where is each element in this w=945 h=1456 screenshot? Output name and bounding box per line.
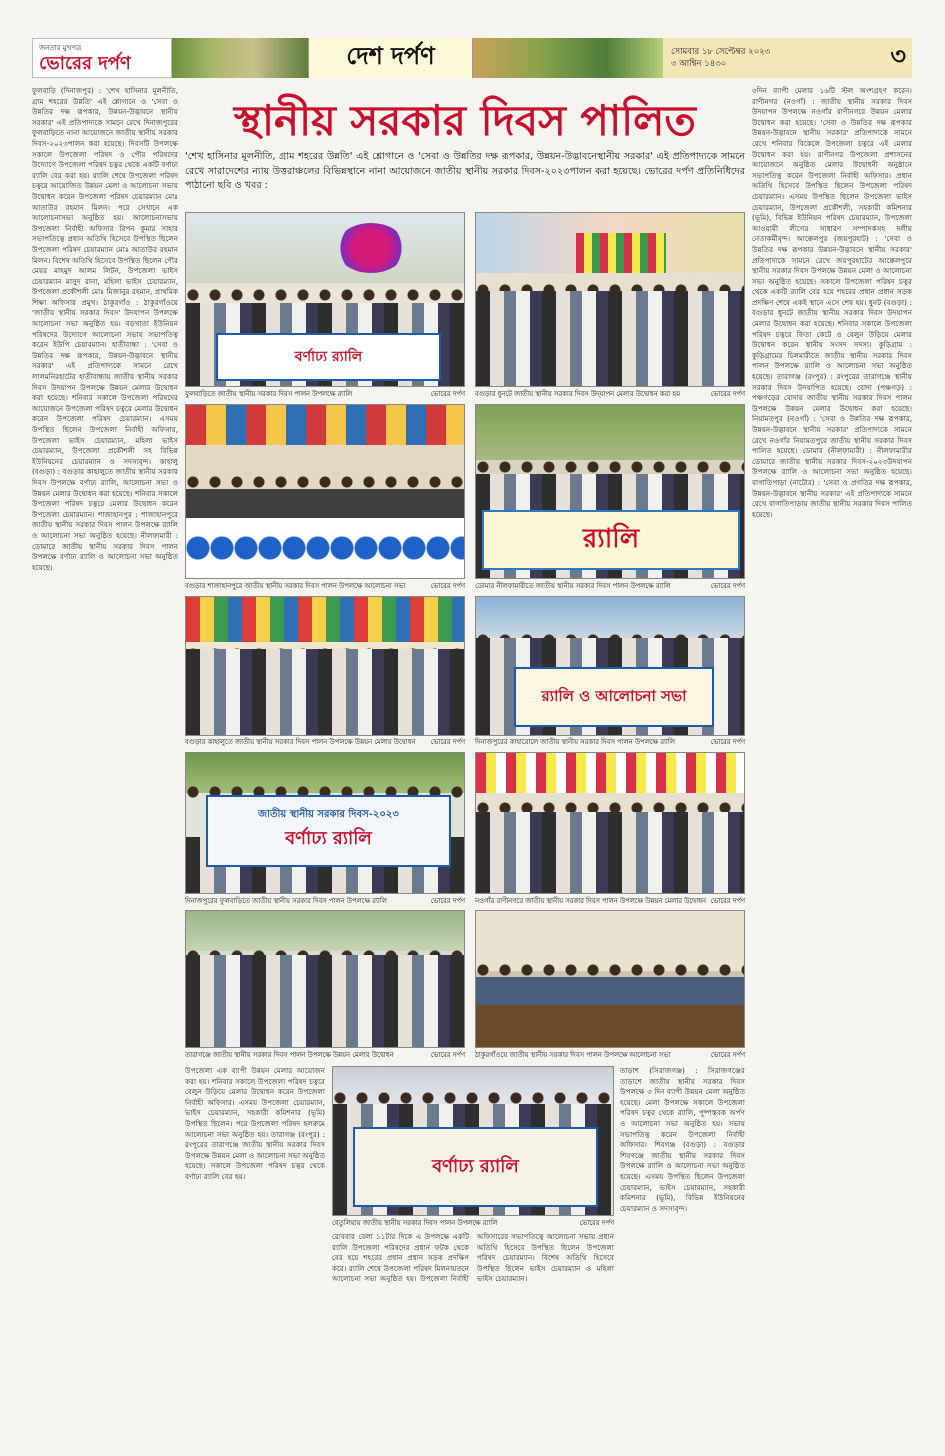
caption-text: নওগাঁর রাণীনগরে জাতীয় স্থানীয় সরকার দিবস পালন উপলক্ষে উন্নয়ন মেলার উদ্বোধন xyxy=(475,897,706,905)
date-block xyxy=(663,38,912,78)
banner-title: বর্ণাঢ্য র‌্যালি xyxy=(285,828,372,849)
photo-kahalu-fair xyxy=(185,596,465,736)
section-title: দেশ দর্পণ xyxy=(308,38,473,78)
caption-text: বগুড়ার শাজাহানপুরে জাতীয় স্থানীয় সরকার দিবস পালন উপলক্ষে আলোচনা সভা xyxy=(185,582,406,590)
caption-source: ভোরের দর্পণ xyxy=(430,1051,465,1059)
headline: স্থানীয় সরকার দিবস পালিত xyxy=(234,96,696,145)
caption-source: ভোরের দর্পণ xyxy=(710,897,745,905)
rally-banner: বর্ণাঢ্য র‌্যালি xyxy=(216,333,441,381)
caption-source: ভোরের দর্পণ xyxy=(710,1051,745,1059)
caption-3 xyxy=(185,582,465,591)
caption-10 xyxy=(475,1051,745,1060)
caption-text: ফুলবাড়িতে জাতীয় স্থানীয় সরকার দিবস পালন উপলক্ষে র‌্যালি xyxy=(185,390,353,398)
masthead xyxy=(32,38,912,78)
mid-column-1-text: উপজেলা এক ব্যাপী উন্নয়ন মেলার আয়োজন করা হয়। শনিবার সকালে উপজেলা পরিষদ চত্বরে বেলুন উড়িয়ে মেলার উদ্বোধন করেন উপজেলা নির্বাহী অফিসার। এসময় উপজেলা চেয়ারম্যান, ভাইস চেয়ারম্যান, সহকারী কমিশনার (ভূমি) উপস্থিত ছিলেন। পরে উপজেলা পরিষদ হলরুমে আলোচনা সভা অনুষ্ঠিত হয়। তারাগঞ্জ (রংপুর) : রংপুরের তারাগঞ্জে জাতীয় স্থানীয় সরকার দিবস উপলক্ষে উন্নয়ন মেলা ও আলোচনা সভা অনুষ্ঠিত হয়েছে। সকালে উপজেলা পরিষদ চত্বর থেকে বর্ণাঢ্য র‌্যালি বের হয়। xyxy=(185,1066,325,1181)
caption-8 xyxy=(475,897,745,906)
caption-9 xyxy=(185,1051,465,1060)
photo-fulbari-dinajpur-rally xyxy=(185,752,465,894)
photo-thakurgaon-meeting xyxy=(475,910,745,1048)
caption-1 xyxy=(185,390,465,399)
masthead-photo-strip-2 xyxy=(473,38,663,78)
mid-column-1 xyxy=(185,1066,325,1426)
caption-source: ভোরের দর্পণ xyxy=(430,582,465,590)
caption-text: বেতুলিয়ায় জাতীয় স্থানীয় সরকার দিবস পালন উপলক্ষে র‌্যালি xyxy=(332,1219,498,1227)
brand-tagline: জনতার মুখপত্র xyxy=(39,44,82,52)
caption-11 xyxy=(332,1219,614,1228)
rally-banner: র‌্যালি xyxy=(482,510,740,570)
photo-kaharol-rally xyxy=(475,596,745,736)
caption-source: ভোরের দর্পণ xyxy=(579,1219,614,1227)
mid-column-3 xyxy=(620,1066,745,1426)
page-number: ৩ xyxy=(890,41,906,70)
mid-column-2 xyxy=(332,1232,614,1426)
rally-banner xyxy=(206,795,451,867)
intro-paragraph: 'শেখ হাসিনার মূলনীতি, গ্রাম শহরের উন্নতি' এই শ্লোগানে ও 'সেবা ও উন্নতির দক্ষ রূপকার, উন্নয়ন-উদ্ভাবনেস্থানীয় সরকার' এই প্রতিপাদ্যকে সামনে রেখে সারাদেশের ন্যায় উত্তরাঞ্চলের বিভিন্নস্থানে নানা আয়োজনে জাতীয় স্থানীয় সরকার দিবস-২০২৩পালন করা হয়েছে। ভোরের দর্পণ প্রতিনিধিদের পাঠানো ছবি ও খবর : xyxy=(185,151,745,191)
caption-text: বগুড়ার কাহালুতে জাতীয় স্থানীয় সরকার দিবস পালন উপলক্ষে উন্নয়ন মেলার উদ্বোধন xyxy=(185,738,416,746)
rally-banner: র‌্যালি ও আলোচনা সভা xyxy=(514,667,714,727)
caption-source: ভোরের দর্পণ xyxy=(430,897,465,905)
brand-logo xyxy=(32,38,172,78)
caption-text: দিনাজপুরের কাহারোলে জাতীয় স্থানীয় সরকার দিবস পালন উপলক্ষে র‌্যালি xyxy=(475,738,675,746)
rally-banner: বর্ণাঢ্য র‌্যালি xyxy=(353,1127,598,1207)
caption-text: দিনাজপুরের ফুলবাড়িতে জাতীয় স্থানীয় সরকার দিবস পালন উপলক্ষে র‌্যালি xyxy=(185,897,387,905)
photo-dhunot-fair xyxy=(475,212,745,387)
photo-shajahanpur-meeting xyxy=(185,404,465,579)
photo-domar-rally xyxy=(475,404,745,579)
right-column xyxy=(752,86,912,1426)
left-column-text: ফুলবাড়ি (দিনাজপুর) : 'শেখ হাসিনার মূলনীতি, গ্রাম শহরের উন্নতি' এই শ্লোগানে ও 'সেবা ও উন্নতির দক্ষ রূপকার, উন্নয়ন-উদ্ভাবনে স্থানীয় সরকার' এই প্রতিপাদ্যকে সামনে রেখে দিনাজপুরের ফুলবাড়িতে নানা আয়োজনে জাতীয় স্থানীয় সরকার দিবস-২০২৩পালন করা হয়েছে। দিবসটি উপলক্ষে সকালে উপজেলা পরিষদ ও পৌর পরিষদের উদ্যোগে উপজেলা পরিষদ চত্বর থেকে একটি বর্ণাঢ্য র‌্যালি বের করা হয়। র‌্যালি শেষে উপজেলা পরিষদ চত্বরে আয়োজিত উন্নয়ন মেলা ও আলোচনা সভায় উদ্বোধন করেন উপজেলা পরিষদ চেয়ারম্যান মোঃ আতাউর রহমান মিলন। পরে সেখানে এক আলোচনাসভা অনুষ্ঠিত হয়। আলোচনাসভায় উপজেলা নির্বাহী অফিসার রিপন কুমার সাহার সভাপতিত্বে প্রধান অতিথি হিসেবে উপস্থিত ছিলেন উপজেলা পরিষদ চেয়ারম্যান মোঃ আতাউর রহমান মিলন। বিশেষ অতিথি হিসেবে উপস্থিত ছিলেন পৌর মেয়র মাহমুদ আলম লিটন, উপজেলা ভাইস চেয়ারম্যান মাসুদ রানা, মহিলা ভাইস চেয়ারম্যান, উপজেলা প্রকৌশলী মোঃ মিজানুর রহমান, প্রাথমিক শিক্ষা অফিসার প্রমুখ। ঠাকুরগাঁও : ঠাকুরগাঁওয়ে 'জাতীয় স্থানীয় সরকার দিবস' উদযাপন উপলক্ষে আলোচনা সভা অনুষ্ঠিত হয়। বড়খাতা ইউনিয়ন পরিষদের উদ্যোগে আলোচনা সভায় সভাপতিত্ব করেন ইউপি চেয়ারম্যান। হাতীবান্ধা : 'সেবা ও উন্নতির দক্ষ রূপকার, উন্নয়ন-উদ্ভাবনে স্থানীয় সরকার' এই প্রতিপাদ্যকে সামনে রেখে লালমনিরহাটের হাতীবান্ধায় জাতীয় স্থানীয় সরকার দিবস উদযাপন উপলক্ষে উন্নয়ন মেলার উদ্বোধন করা হয়েছে। শনিবার সকালে উপজেলা পরিষদের আয়োজনে উপজেলা পরিষদ চত্বরে মেলার উদ্বোধন করেন উপজেলা পরিষদ চেয়ারম্যান। এসময় উপস্থিত ছিলেন উপজেলা নির্বাহী অফিসার, উপজেলা ভাইস চেয়ারম্যান, মহিলা ভাইস চেয়ারম্যান, উপজেলা প্রকৌশলী সহ বিভিন্ন ইউনিয়নের চেয়ারম্যান ও সদস্যবৃন্দ। কাহালু (বগুড়া) : বগুড়ার কাহালুতে জাতীয় স্থানীয় সরকার দিবস উপলক্ষে বর্ণাঢ্য র‌্যালি, আলোচনা সভা ও উন্নয়ন মেলার উদ্বোধন করা হয়েছে। শনিবার সকালে উপজেলা পরিষদ চত্বরে মেলার উদ্বোধন করেন উপজেলা চেয়ারম্যান। শাজাহানপুর : শাজাহানপুরে জাতীয় স্থানীয় সরকার দিবস পালন উপলক্ষে র‌্যালি ও আলোচনা সভা অনুষ্ঠিত হয়েছে। নীলফামারী : ডোমারে জাতীয় স্থানীয় সরকার দিবস পালন উপলক্ষে বর্ণাঢ্য র‌্যালি ও আলোচনা সভা অনুষ্ঠিত হয়েছে। xyxy=(32,86,178,572)
caption-text: ঠাকুরগাঁওয়ে জাতীয় স্থানীয় সরকার দিবস পালন উপলক্ষে আলোচনা সভা xyxy=(475,1051,671,1059)
left-column xyxy=(32,86,178,1426)
caption-2 xyxy=(475,390,745,399)
mid-column-2-text: রোববার বেলা ১১টার দিকে এ উপলক্ষে একটি র‌্যালি উপজেলা পরিষদের প্রধান ফটক থেকে বের হয়ে শহরের প্রধান প্রধান সড়ক প্রদক্ষিণ করে। র‌্যালি শেষে উপজেলা পরিষদ মিলনায়তনে আলোচনা সভা অনুষ্ঠিত হয়। উপজেলা নির্বাহী অফিসারের সভাপতিত্বে আলোচনা সভায় প্রধান অতিথি হিসেবে উপস্থিত ছিলেন উপজেলা পরিষদ চেয়ারম্যান। বিশেষ অতিথি হিসেবে উপস্থিত ছিলেন ভাইস চেয়ারম্যান ও মহিলা ভাইস চেয়ারম্যান। xyxy=(332,1232,614,1284)
photo-raninagar-fair xyxy=(475,752,745,894)
caption-text: ডোমার নীলফামারীতে জাতীয় স্থানীয় সরকার দিবস পালন উপলক্ষে র‌্যালি xyxy=(475,582,671,590)
caption-text: বগুড়ার ধুনটে জাতীয় স্থানীয় সরকার দিবস উদ্‌যাপন মেলার উদ্বোধন করা হয় xyxy=(475,390,681,398)
masthead-photo-strip xyxy=(172,38,308,78)
caption-source: ভোরের দর্পণ xyxy=(710,390,745,398)
caption-source: ভোরের দর্পণ xyxy=(430,390,465,398)
right-column-text: ৩দিন ব্যাপী মেলার ১৬টি স্টল অংশগ্রহণ করেন। রাণীনগর (নওগাঁ) : জাতীয় স্থানীয় সরকার দিবস উদযাপন উপলক্ষে নওগাঁর রাণীনগরে উন্নয়ন মেলার উদ্বোধন করা হয়েছে। 'সেবা ও উন্নতির দক্ষ রূপকার উন্নয়ন-উদ্ভাবনে স্থানীয় সরকার' প্রতিপাদ্যকে সামনে রেখে শনিবার বিকেলে উপজেলা চত্বরে এই মেলার উদ্বোধন করা হয়। রাণীনগর উপজেলা প্রশাসনের আয়োজনে অনুষ্ঠিত মেলার উদ্বোধনী অনুষ্ঠানে সভাপতিত্ব করেন উপজেলা নির্বাহী অফিসার। প্রধান অতিথি হিসেবে উপস্থিত ছিলেন উপজেলা পরিষদ চেয়ারম্যান। এসময় উপস্থিত ছিলেন উপজেলা ভাইস চেয়ারম্যান, উপজেলা প্রকৌশলী, সহকারী কমিশনার (ভূমি), বিভিন্ন ইউনিয়ন পরিষদ চেয়ারম্যান, উপজেলা আওয়ামী লীগের সাধারণ সম্পাদকসহ দলীয় নেতাকর্মীবৃন্দ। আক্কেলপুর (জয়পুরহাট) : 'সেবা ও উন্নতির দক্ষ রূপকার উন্নয়ন-উদ্ভাবনে স্থানীয় সরকার' প্রতিপাদ্যকে সামনে রেখে জয়পুরহাটের আক্কেলপুরে স্থানীয় সরকার দিবস উপলক্ষে উন্নয়ন মেলা ও আলোচনা সভা অনুষ্ঠিত হয়েছে। সকালে উপজেলা পরিষদ চত্বর থেকে একটি র‌্যালি বের হয়ে শহরের প্রধান প্রধান সড়ক প্রদক্ষিণ শেষে একই স্থানে এসে শেষ হয়। ধুনট (বগুড়া) : বগুড়ার ধুনটে জাতীয় স্থানীয় সরকার দিবস উদযাপন মেলার উদ্বোধন করা হয়েছে। শনিবার সকালে উপজেলা পরিষদ চত্বরে ফিতা কেটে ও বেলুন উড়িয়ে মেলার উদ্বোধন করেন স্থানীয় সংসদ সদস্য। কুড়িগ্রাম : কুড়িগ্রামের চিলমারীতে জাতীয় স্থানীয় সরকার দিবস পালন উপলক্ষে র‌্যালি ও আলোচনা সভা অনুষ্ঠিত হয়েছে। তারাগঞ্জ (রংপুর) : রংপুরের তারাগঞ্জে স্থানীয় সরকার দিবস উদযাপিত হয়েছে। বোদা (পঞ্চগড়) : পঞ্চগড়ের বোদায় জাতীয় স্থানীয় সরকার দিবস পালন উপলক্ষে উন্নয়ন মেলার উদ্বোধন করা হয়েছে। নিয়ামতপুর (নওগাঁ) : 'সেবা ও উন্নতির দক্ষ রূপকার, উন্নয়ন-উদ্ভাবনে স্থানীয় সরকার' প্রতিপাদ্যকে সামনে রেখে নওগাঁর নিয়ামতপুরে জাতীয় স্থানীয় সরকার দিবস পালিত হয়েছে। ডোমার (নীলফামারী) : নীলফামারীর ডোমারে জাতীয় স্থানীয় সরকার দিবস-২০২৩উদযাপন উপলক্ষে র‌্যালি ও আলোচনা সভা অনুষ্ঠিত হয়েছে। বাগাতিপাড়া (নাটোর) : 'সেবা ও প্রগতির দক্ষ রূপকার, উন্নয়ন-উদ্ভাবনে স্থানীয় সরকার' এই প্রতিপাদ্যকে সামনে রেখে বাগাতিপাড়ায় জাতীয় স্থানীয় সরকার দিবস পালিত হয়েছে। xyxy=(752,86,912,519)
date-bangla: ৩ আশ্বিন ১৪৩০ xyxy=(671,59,727,69)
caption-source: ভোরের দর্পণ xyxy=(710,582,745,590)
photo-betulia-rally xyxy=(332,1066,614,1216)
photo-fulbari-rally xyxy=(185,212,465,387)
caption-7 xyxy=(185,897,465,906)
banner-subtitle: জাতীয় স্থানীয় সরকার দিবস-২০২৩ xyxy=(258,809,399,820)
caption-5 xyxy=(185,738,465,747)
date-english: সোমবার ১৮ সেপ্টেম্বর ২০২৩ xyxy=(671,47,771,57)
mid-column-3-text: তাড়াশ (সিরাজগঞ্জ) : সিরাজগঞ্জের তাড়াশে জাতীয় স্থানীয় সরকার দিবস উপলক্ষে ৩ দিন ব্যাপী উন্নয়ন মেলা অনুষ্ঠিত হয়েছে। মেলা উপলক্ষে সকালে উপজেলা পরিষদ চত্বর থেকে র‌্যালি, পুষ্পস্তবক অর্পণ ও আলোচনা সভা অনুষ্ঠিত হয়। সভায় সভাপতিত্ব করেন উপজেলা নির্বাহী অফিসার। শিবগঞ্জ (বগুড়া) : বগুড়ার শিবগঞ্জে জাতীয় স্থানীয় সরকার দিবস উপলক্ষে র‌্যালি ও আলোচনা সভা অনুষ্ঠিত হয়েছে। এসময় উপস্থিত ছিলেন উপজেলা চেয়ারম্যান, ভাইস চেয়ারম্যান, সহকারী কমিশনার (ভূমি), বিভিন্ন ইউনিয়নের চেয়ারম্যান ও সদস্যবৃন্দ। xyxy=(620,1066,745,1213)
caption-4 xyxy=(475,582,745,591)
caption-source: ভোরের দর্পণ xyxy=(710,738,745,746)
caption-source: ভোরের দর্পণ xyxy=(430,738,465,746)
photo-taraganj-fair xyxy=(185,910,465,1048)
caption-text: তারাগঞ্জে জাতীয় স্থানীয় সরকার দিবস পালন উপলক্ষে উন্নয়ন মেলার উদ্বোধন xyxy=(185,1051,394,1059)
brand-name: ভোরের দর্পণ xyxy=(39,53,131,74)
caption-6 xyxy=(475,738,745,747)
